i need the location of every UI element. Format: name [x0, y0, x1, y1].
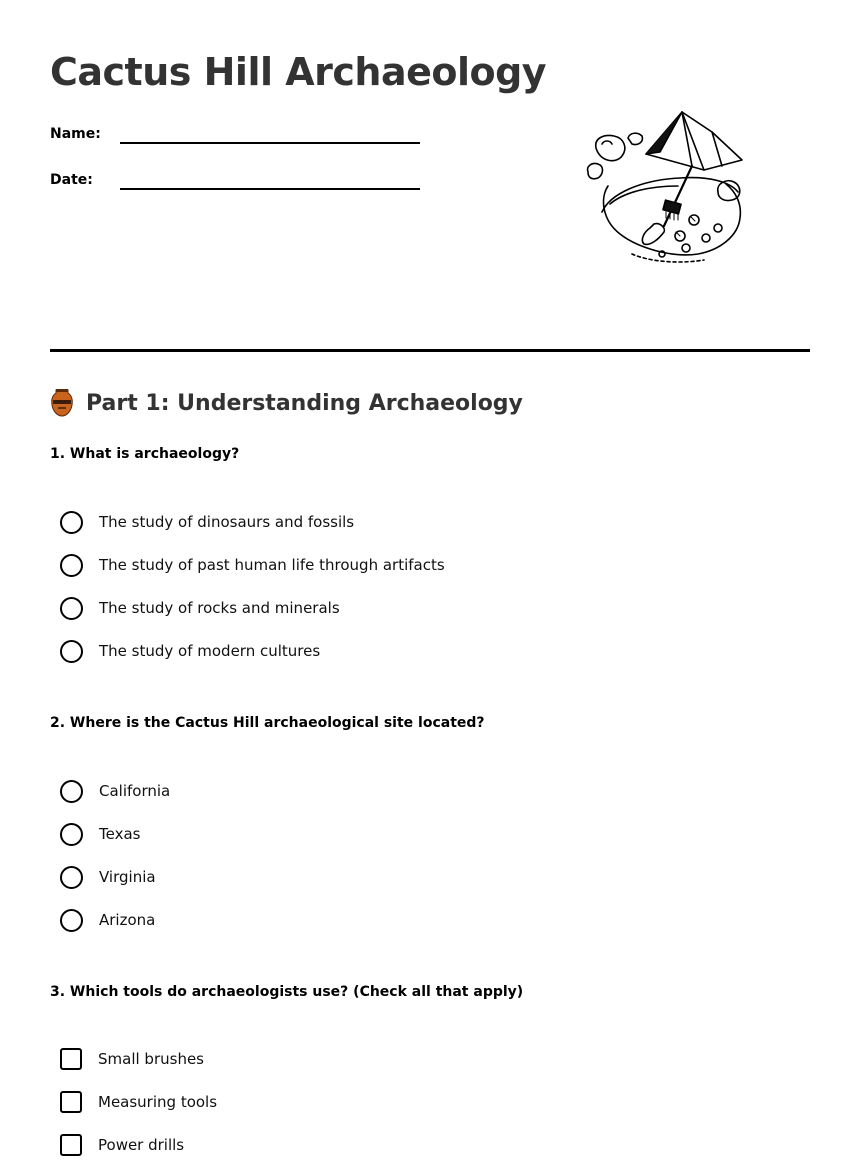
- part1-heading: [50, 388, 523, 418]
- option-label: Arizona: [99, 911, 156, 929]
- checkbox[interactable]: [60, 1134, 82, 1156]
- question-1: 1. What is archaeology?: [50, 446, 240, 462]
- checkbox[interactable]: [60, 1091, 82, 1113]
- section-divider: [50, 349, 810, 352]
- page-title: Cactus Hill Archaeology: [50, 50, 547, 94]
- q1-option-3[interactable]: [60, 595, 340, 621]
- name-label: Name:: [50, 126, 101, 142]
- q1-option-1[interactable]: [60, 509, 354, 535]
- radio-button[interactable]: [60, 780, 83, 803]
- amphora-icon: [50, 388, 74, 418]
- q2-option-4[interactable]: [60, 907, 155, 933]
- q3-option-1[interactable]: [60, 1046, 204, 1072]
- date-input[interactable]: [120, 166, 420, 190]
- option-label: The study of rocks and minerals: [99, 599, 340, 617]
- name-field-row: [50, 120, 430, 150]
- name-input[interactable]: [120, 120, 420, 144]
- part1-heading-text: Part 1: Understanding Archaeology: [86, 390, 523, 416]
- radio-button[interactable]: [60, 823, 83, 846]
- checkbox[interactable]: [60, 1048, 82, 1070]
- question-3: 3. Which tools do archaeologists use? (Check all that apply): [50, 984, 524, 1000]
- q2-option-3[interactable]: [60, 864, 156, 890]
- q3-option-2[interactable]: [60, 1089, 217, 1115]
- radio-button[interactable]: [60, 909, 83, 932]
- option-label: Small brushes: [98, 1050, 204, 1068]
- option-label: Power drills: [98, 1136, 185, 1154]
- option-label: California: [99, 782, 171, 800]
- date-field-row: [50, 166, 430, 196]
- date-label: Date:: [50, 172, 93, 188]
- option-label: Virginia: [99, 868, 156, 886]
- radio-button[interactable]: [60, 554, 83, 577]
- radio-button[interactable]: [60, 511, 83, 534]
- q3-option-3[interactable]: [60, 1132, 184, 1158]
- option-label: The study of dinosaurs and fossils: [99, 513, 355, 531]
- option-label: Texas: [99, 825, 141, 843]
- question-2: 2. Where is the Cactus Hill archaeological site located?: [50, 715, 485, 731]
- radio-button[interactable]: [60, 597, 83, 620]
- q2-option-1[interactable]: [60, 778, 170, 804]
- excavation-site-illustration: [580, 108, 750, 268]
- radio-button[interactable]: [60, 866, 83, 889]
- option-label: The study of modern cultures: [99, 642, 321, 660]
- q1-option-2[interactable]: [60, 552, 445, 578]
- option-label: The study of past human life through artifacts: [99, 556, 445, 574]
- q1-option-4[interactable]: [60, 638, 320, 664]
- radio-button[interactable]: [60, 640, 83, 663]
- option-label: Measuring tools: [98, 1093, 218, 1111]
- q2-option-2[interactable]: [60, 821, 140, 847]
